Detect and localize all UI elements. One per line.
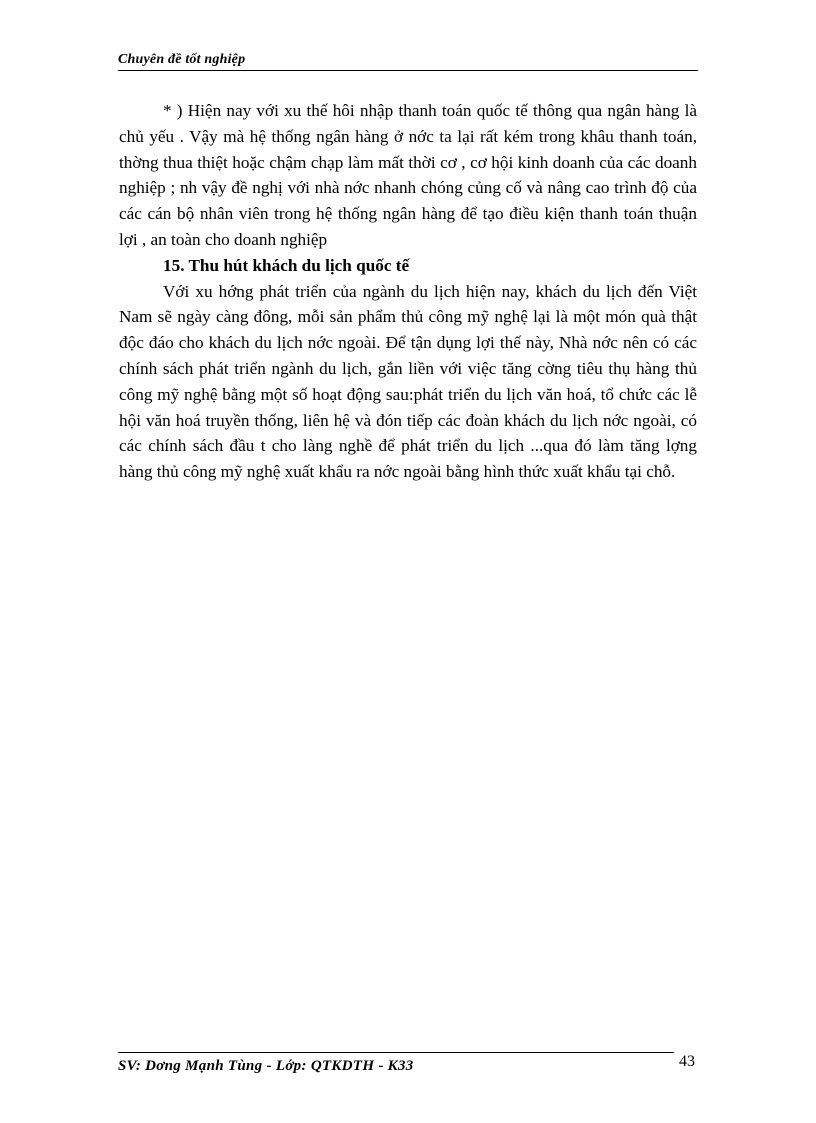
footer-author: SV: Dơng Mạnh Tùng - Lớp: QTKDTH - K33 <box>118 1058 414 1074</box>
section-heading-tourism: 15. Thu hút khách du lịch quốc tế <box>163 255 410 275</box>
paragraph-tourism: Với xu hớng phát triển của ngành du lịch hiện nay, khách du lịch đến Việt Nam sẽ ngày càng đông, mỗi sản phẩm thủ công mỹ nghệ lại là một món quà thật độc đáo cho khách du lịch nớc ngoài. Để tận dụng lợi thế này, Nhà nớc nên có các chính sách phát triển ngành du lịch, gắn liền với việc tăng cờng tiêu thụ hàng thủ công mỹ nghệ bằng một số hoạt động sau:phát triển du lịch văn hoá, tổ chức các lễ hội văn hoá truyền thống, liên hệ và đón tiếp các đoàn khách du lịch nớc ngoài, có các chính sách đầu t cho làng nghề để phát triển du lịch ...qua đó làm tăng lợng hàng thủ công mỹ nghệ xuất khẩu ra nớc ngoài bằng hình thức xuất khẩu tại chỗ. <box>119 281 697 482</box>
page-header <box>118 50 698 71</box>
document-body <box>119 98 697 485</box>
header-title: Chuyên đề tốt nghiệp <box>118 52 246 67</box>
footer-rule <box>118 1052 674 1053</box>
paragraph-banking: * ) Hiện nay với xu thế hôi nhập thanh toán quốc tế thông qua ngân hàng là chủ yếu . Vậy mà hệ thống ngân hàng ở nớc ta lại rất kém trong khâu thanh toán, thờng thua thiệt hoặc chậm chạp làm mất thời cơ , cơ hội kinh doanh của các doanh nghiệp ; nh vậy đề nghị với nhà nớc nhanh chóng củng cố và nâng cao trình độ của các cán bộ nhân viên trong hệ thống ngân hàng để tạo điều kiện thanh toán thuận lợi , an toàn cho doanh nghiệp <box>119 101 697 249</box>
page-number: 43 <box>679 1053 695 1070</box>
